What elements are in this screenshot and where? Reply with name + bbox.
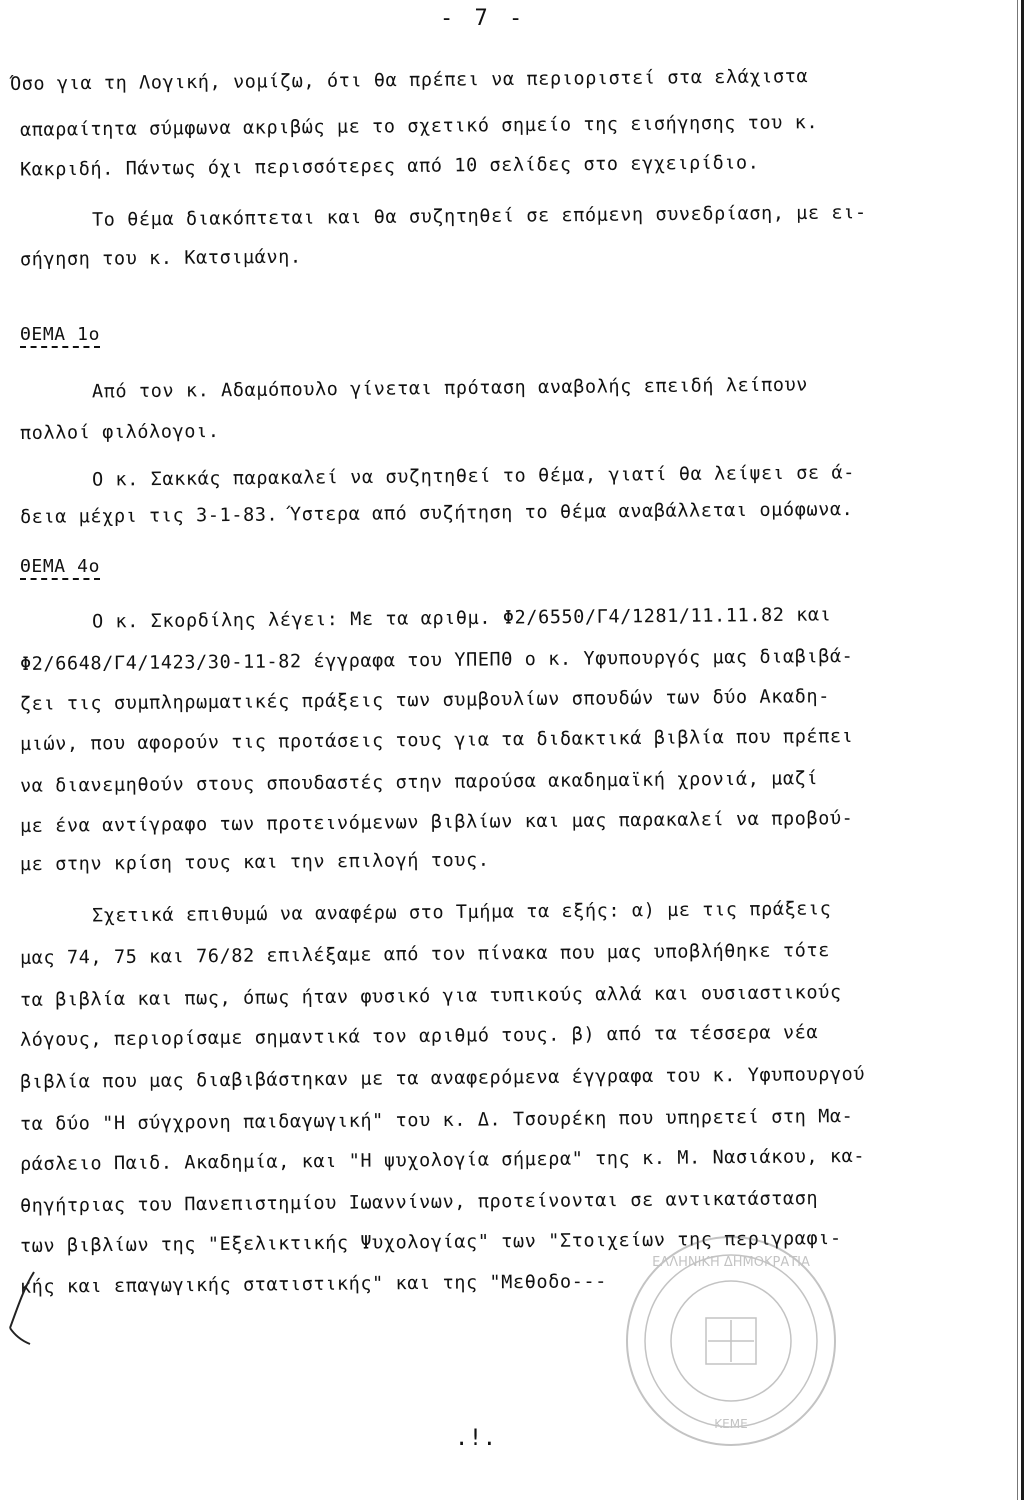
text-line: ζει τις συμπληρωματικές πράξεις των συμβουλίων σπουδών των δύο Ακαδη- — [19, 686, 830, 715]
text-line: Ο κ. Σκορδίλης λέγει: Με τα αριθμ. Φ2/6550/Γ4/1281/11.11.82 και — [91, 604, 832, 633]
text-line: τα βιβλία και πως, όπως ήταν φυσικό για τυπικούς αλλά και ουσιαστικούς — [19, 982, 842, 1011]
text-line: Από τον κ. Αδαμόπουλο γίνεται πρόταση αναβολής επειδή λείπουν — [91, 374, 809, 403]
margin-pen-mark — [4, 1268, 44, 1348]
text-line: πολλοί φιλόλογοι. — [19, 421, 220, 444]
section-heading-4: ΘΕΜΑ 4ο — [20, 558, 100, 580]
page-edge-line — [1017, 0, 1018, 1500]
text-line: των βιβλίων της "Εξελικτικής Ψυχολογίας" των "Στοιχείων της περιγραφι- — [19, 1228, 842, 1257]
page-edge-shadow — [1021, 0, 1024, 1500]
text-line: μιών, που αφορούν τις προτάσεις τους για τα διδακτικά βιβλία που πρέπει — [19, 726, 854, 755]
text-line: απαραίτητα σύμφωνα ακριβώς με το σχετικό σημείο της εισήγησης του κ. — [19, 112, 819, 141]
text-line: Το θέμα διακόπτεται και θα συζητηθεί σε επόμενη συνεδρίαση, με ει- — [91, 202, 867, 231]
text-line: τα δύο "Η σύγχρονη παιδαγωγική" του κ. Δ. Τσουρέκη που υπηρετεί στη Μα- — [19, 1106, 854, 1135]
text-line: δεια μέχρι τις 3-1-83. Ύστερα από συζήτηση το θέμα αναβάλλεται ομόφωνα. — [19, 499, 854, 528]
text-line: να διανεμηθούν στους σπουδαστές στην παρούσα ακαδημαϊκή χρονιά, μαζί — [19, 768, 819, 797]
text-line: σήγηση του κ. Κατσιμάνη. — [19, 246, 302, 271]
continuation-mark: .!. — [455, 1426, 497, 1451]
text-line: με στην κρίση τους και την επιλογή τους. — [19, 849, 490, 876]
text-line: Κακριδή. Πάντως όχι περισσότερες από 10 σελίδες στο εγχειρίδιο. — [19, 152, 760, 181]
page-number: - 7 - — [440, 6, 527, 31]
text-line: ράσλειο Παιδ. Ακαδημία, και "Η ψυχολογία σήμερα" της κ. Μ. Νασιάκου, κα- — [19, 1145, 866, 1176]
text-line: βιβλία που μας διαβιβάστηκαν με τα αναφερόμενα έγγραφα του κ. Υφυπουργού — [19, 1063, 866, 1094]
text-line: με ένα αντίγραφο των προτεινόμενων βιβλίων και μας παρακαλεί να προβού- — [19, 808, 854, 837]
text-line: λόγους, περιορίσαμε σημαντικά τον αριθμό τους. β) από τα τέσσερα νέα — [19, 1022, 819, 1051]
official-stamp — [622, 1232, 840, 1450]
text-line: Ο κ. Σακκάς παρακαλεί να συζητηθεί το θέμα, γιατί θα λείψει σε ά- — [91, 462, 856, 491]
text-line: θηγήτριας του Πανεπιστημίου Ιωαννίνων, προτείνονται σε αντικατάσταση — [19, 1188, 819, 1217]
text-line: Φ2/6648/Γ4/1423/30-11-82 έγγραφα του ΥΠΕΠΘ ο κ. Υφυπουργός μας διαβιβά- — [19, 646, 854, 675]
text-line: Σχετικά επιθυμώ να αναφέρω στο Τμήμα τα εξής: α) με τις πράξεις — [91, 898, 832, 927]
stamp-text-bottom: ΚΕΜΕ — [714, 1417, 748, 1431]
text-line: κής και επαγωγικής στατιστικής" και της "Μεθοδο--- — [19, 1271, 607, 1298]
section-heading-1: ΘΕΜΑ 1ο — [20, 326, 100, 348]
text-line: μας 74, 75 και 76/82 επιλέξαμε από τον πίνακα που μας υποβλήθηκε τότε — [19, 940, 830, 969]
text-line: Όσο για τη Λογική, νομίζω, ότι θα πρέπει να περιοριστεί στα ελάχιστα — [9, 66, 809, 95]
stamp-text-top: ΕΛΛΗΝΙΚΗ ΔΗΜΟΚΡΑΤΙΑ — [652, 1255, 810, 1270]
